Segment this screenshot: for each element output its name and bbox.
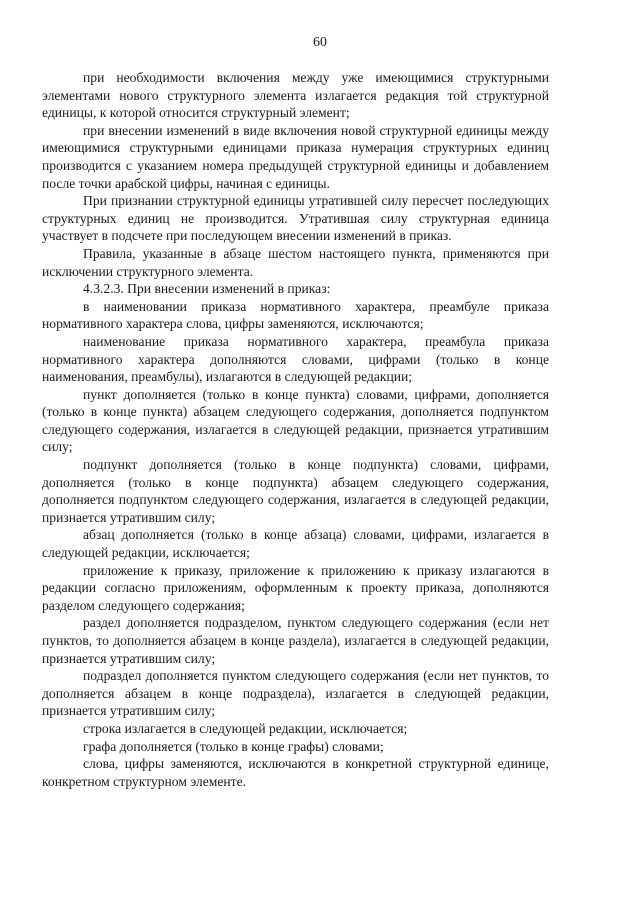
list-item-section: раздел дополняется подразделом, пунктом следующего содержания (если нет пунктов, то дополняется абзацем в конце раздела), излагается в следующей редакции, признается утратившим силу; <box>42 615 549 666</box>
list-item-subclause: подпункт дополняется (только в конце подпункта) словами, цифрами, дополняется (только в конце подпункта) абзацем следующего содержания, дополняется подпунктом следующего содержания, излагается в следующей редакции, признается утратившим силу; <box>42 457 549 525</box>
list-item-column: графа дополняется (только в конце графы) словами; <box>83 738 384 754</box>
list-item-title-preamble-replace: в наименовании приказа нормативного характера, преамбуле приказа нормативного характера слова, цифры заменяются, исключаются; <box>42 298 549 332</box>
document-body <box>42 69 549 790</box>
section-heading-4-3-2-3: 4.3.2.3. При внесении изменений в приказ: <box>83 281 331 297</box>
paragraph-new-unit-numbering: при внесении изменений в виде включения новой структурной единицы между имеющимися структурными единицами приказа нумерация структурных единиц производится с указанием номера предыдущей структурной единицы и добавлением после точки арабской цифры, начиная с единицы. <box>42 122 549 191</box>
list-item-title-preamble-supplement: наименование приказа нормативного характера, преамбула приказа нормативного характера дополняются словами, цифрами (только в конце наименования, преамбулы), излагаются в следующей редакции; <box>42 333 549 385</box>
list-item-paragraph: абзац дополняется (только в конце абзаца) словами, цифрами, излагается в следующей редакции, исключается; <box>42 527 549 561</box>
list-item-clause: пункт дополняется (только в конце пункта) словами, цифрами, дополняется (только в конце пункта) абзацем следующего содержания, дополняется подпунктом следующего содержания, излагается в следующей редакции, признается утратившим силу; <box>42 386 549 455</box>
list-item-words-digits: слова, цифры заменяются, исключаются в конкретной структурной единице, конкретном структурном элементе. <box>42 756 549 789</box>
paragraph-structural-element-inclusion: при необходимости включения между уже имеющимися структурными элементами нового структурного элемента излагается редакция той структурной единицы, к которой относится структурный элемент; <box>42 70 549 121</box>
list-item-appendix: приложение к приказу, приложение к приложению к приказу излагаются в редакции согласно приложениям, оформленным к проекту приказа, дополняются разделом следующего содержания; <box>42 562 549 613</box>
page-number: 60 <box>313 35 327 50</box>
paragraph-invalidated-unit: При признании структурной единицы утратившей силу пересчет последующих структурных единиц не производится. Утратившая силу структурная единица участвует в подсчете при последующем внесении изменений в приказ. <box>42 193 549 244</box>
list-item-row: строка излагается в следующей редакции, исключается; <box>83 720 408 736</box>
paragraph-rules-exclusion: Правила, указанные в абзаце шестом настоящего пункта, применяются при исключении структурного элемента. <box>42 245 549 279</box>
list-item-subsection: подраздел дополняется пунктом следующего содержания (если нет пунктов, то дополняется абзацем в конце подраздела), излагается в следующей редакции, признается утратившим силу; <box>42 668 549 719</box>
